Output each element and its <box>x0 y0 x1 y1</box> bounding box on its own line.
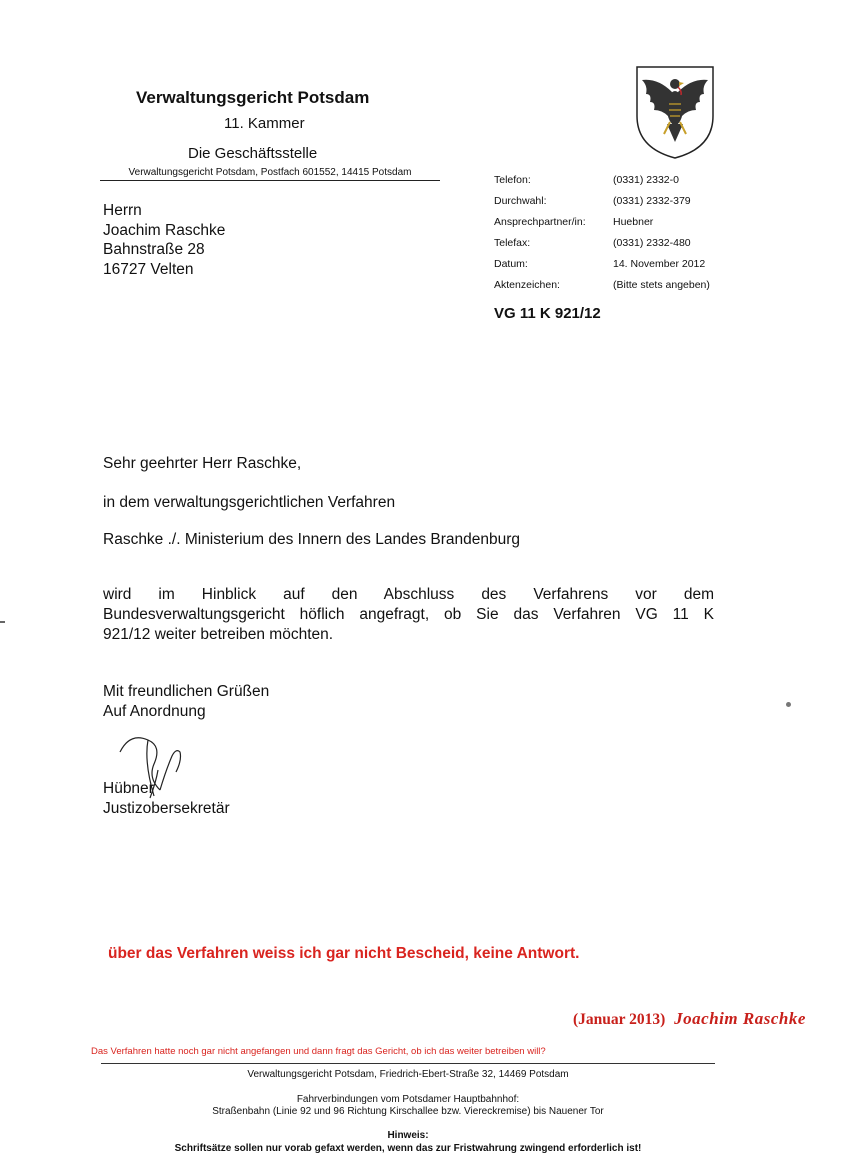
file-number: VG 11 K 921/12 <box>494 305 601 322</box>
letter-intro: in dem verwaltungsgerichtlichen Verfahren <box>103 494 396 511</box>
recipient-street: Bahnstraße 28 <box>103 241 205 258</box>
signer-block <box>103 779 230 819</box>
info-row-telefon <box>494 174 734 195</box>
paragraph-line: wird im Hinblick auf den Abschluss des Verfahrens vor dem <box>103 586 714 603</box>
info-row-durchwahl <box>494 195 734 216</box>
letter-salutation: Sehr geehrter Herr Raschke, <box>103 455 302 472</box>
brandenburg-eagle-crest-icon <box>634 64 716 165</box>
red-annotation: über das Verfahren weiss ich gar nicht Bescheid, keine Antwort. <box>108 945 580 962</box>
handwritten-date: (Januar 2013) <box>573 1011 666 1028</box>
signer-title: Justizobersekretär <box>103 800 230 817</box>
info-value: 14. November 2012 <box>613 258 706 270</box>
info-row-datum <box>494 258 734 279</box>
info-value: (0331) 2332-0 <box>613 174 679 186</box>
footer-transport-title: Fahrverbindungen vom Potsdamer Hauptbahnhof: <box>296 1094 520 1105</box>
info-label: Telefon: <box>494 174 531 186</box>
footer-transport-detail: Straßenbahn (Linie 92 und 96 Richtung Kirschallee bzw. Viereckremise) bis Nauener Tor <box>212 1106 604 1117</box>
info-value: (0331) 2332-379 <box>613 195 691 207</box>
info-row-telefax <box>494 237 734 258</box>
info-value: Huebner <box>613 216 654 228</box>
paragraph-line: 921/12 weiter betreiben möchten. <box>103 626 334 643</box>
handwritten-name: Joachim Raschke <box>674 1009 806 1028</box>
footer-address: Verwaltungsgericht Potsdam, Friedrich-Ebert-Straße 32, 14469 Potsdam <box>247 1069 569 1080</box>
punch-mark <box>0 621 5 623</box>
recipient-address <box>103 201 225 279</box>
closing-greeting: Mit freundlichen Grüßen <box>103 683 270 700</box>
case-parties: Raschke ./. Ministerium des Innern des Landes Brandenburg <box>103 531 521 548</box>
letter-paragraph <box>103 585 714 645</box>
info-label: Durchwahl: <box>494 195 547 207</box>
signer-name: Hübner <box>103 780 154 797</box>
info-label: Ansprechpartner/in: <box>494 216 586 228</box>
court-name: Verwaltungsgericht Potsdam <box>136 88 370 107</box>
footer-divider <box>101 1063 715 1064</box>
info-value: (0331) 2332-480 <box>613 237 691 249</box>
info-row-aktenzeichen <box>494 279 734 300</box>
paragraph-line: Bundesverwaltungsgericht höflich angefragt, ob Sie das Verfahren VG 11 K <box>103 606 714 623</box>
footer-notice-text: Schriftsätze sollen nur vorab gefaxt werden, wenn das zur Fristwahrung zwingend erforderlich ist! <box>174 1143 642 1154</box>
recipient-salutation: Herrn <box>103 202 142 219</box>
info-row-ansprechpartner <box>494 216 734 237</box>
office-label: Die Geschäftsstelle <box>188 145 318 162</box>
contact-info-block <box>494 174 734 300</box>
recipient-name: Joachim Raschke <box>103 221 226 239</box>
info-label: Datum: <box>494 258 528 270</box>
closing-order: Auf Anordnung <box>103 703 206 720</box>
footer-notice-title: Hinweis: <box>387 1130 429 1141</box>
recipient-city: 16727 Velten <box>103 260 194 278</box>
info-label: Aktenzeichen: <box>494 279 560 291</box>
small-red-annotation: Das Verfahren hatte noch gar nicht angefangen und dann fragt das Gericht, ob ich das weiter betreiben will? <box>91 1046 546 1057</box>
info-label: Telefax: <box>494 237 531 249</box>
chamber-label: 11. Kammer <box>224 115 305 132</box>
return-address: Verwaltungsgericht Potsdam, Postfach 601552, 14415 Potsdam <box>100 167 440 181</box>
info-value: (Bitte stets angeben) <box>613 279 710 291</box>
scan-speck <box>786 702 791 707</box>
handwritten-note <box>573 1009 806 1029</box>
